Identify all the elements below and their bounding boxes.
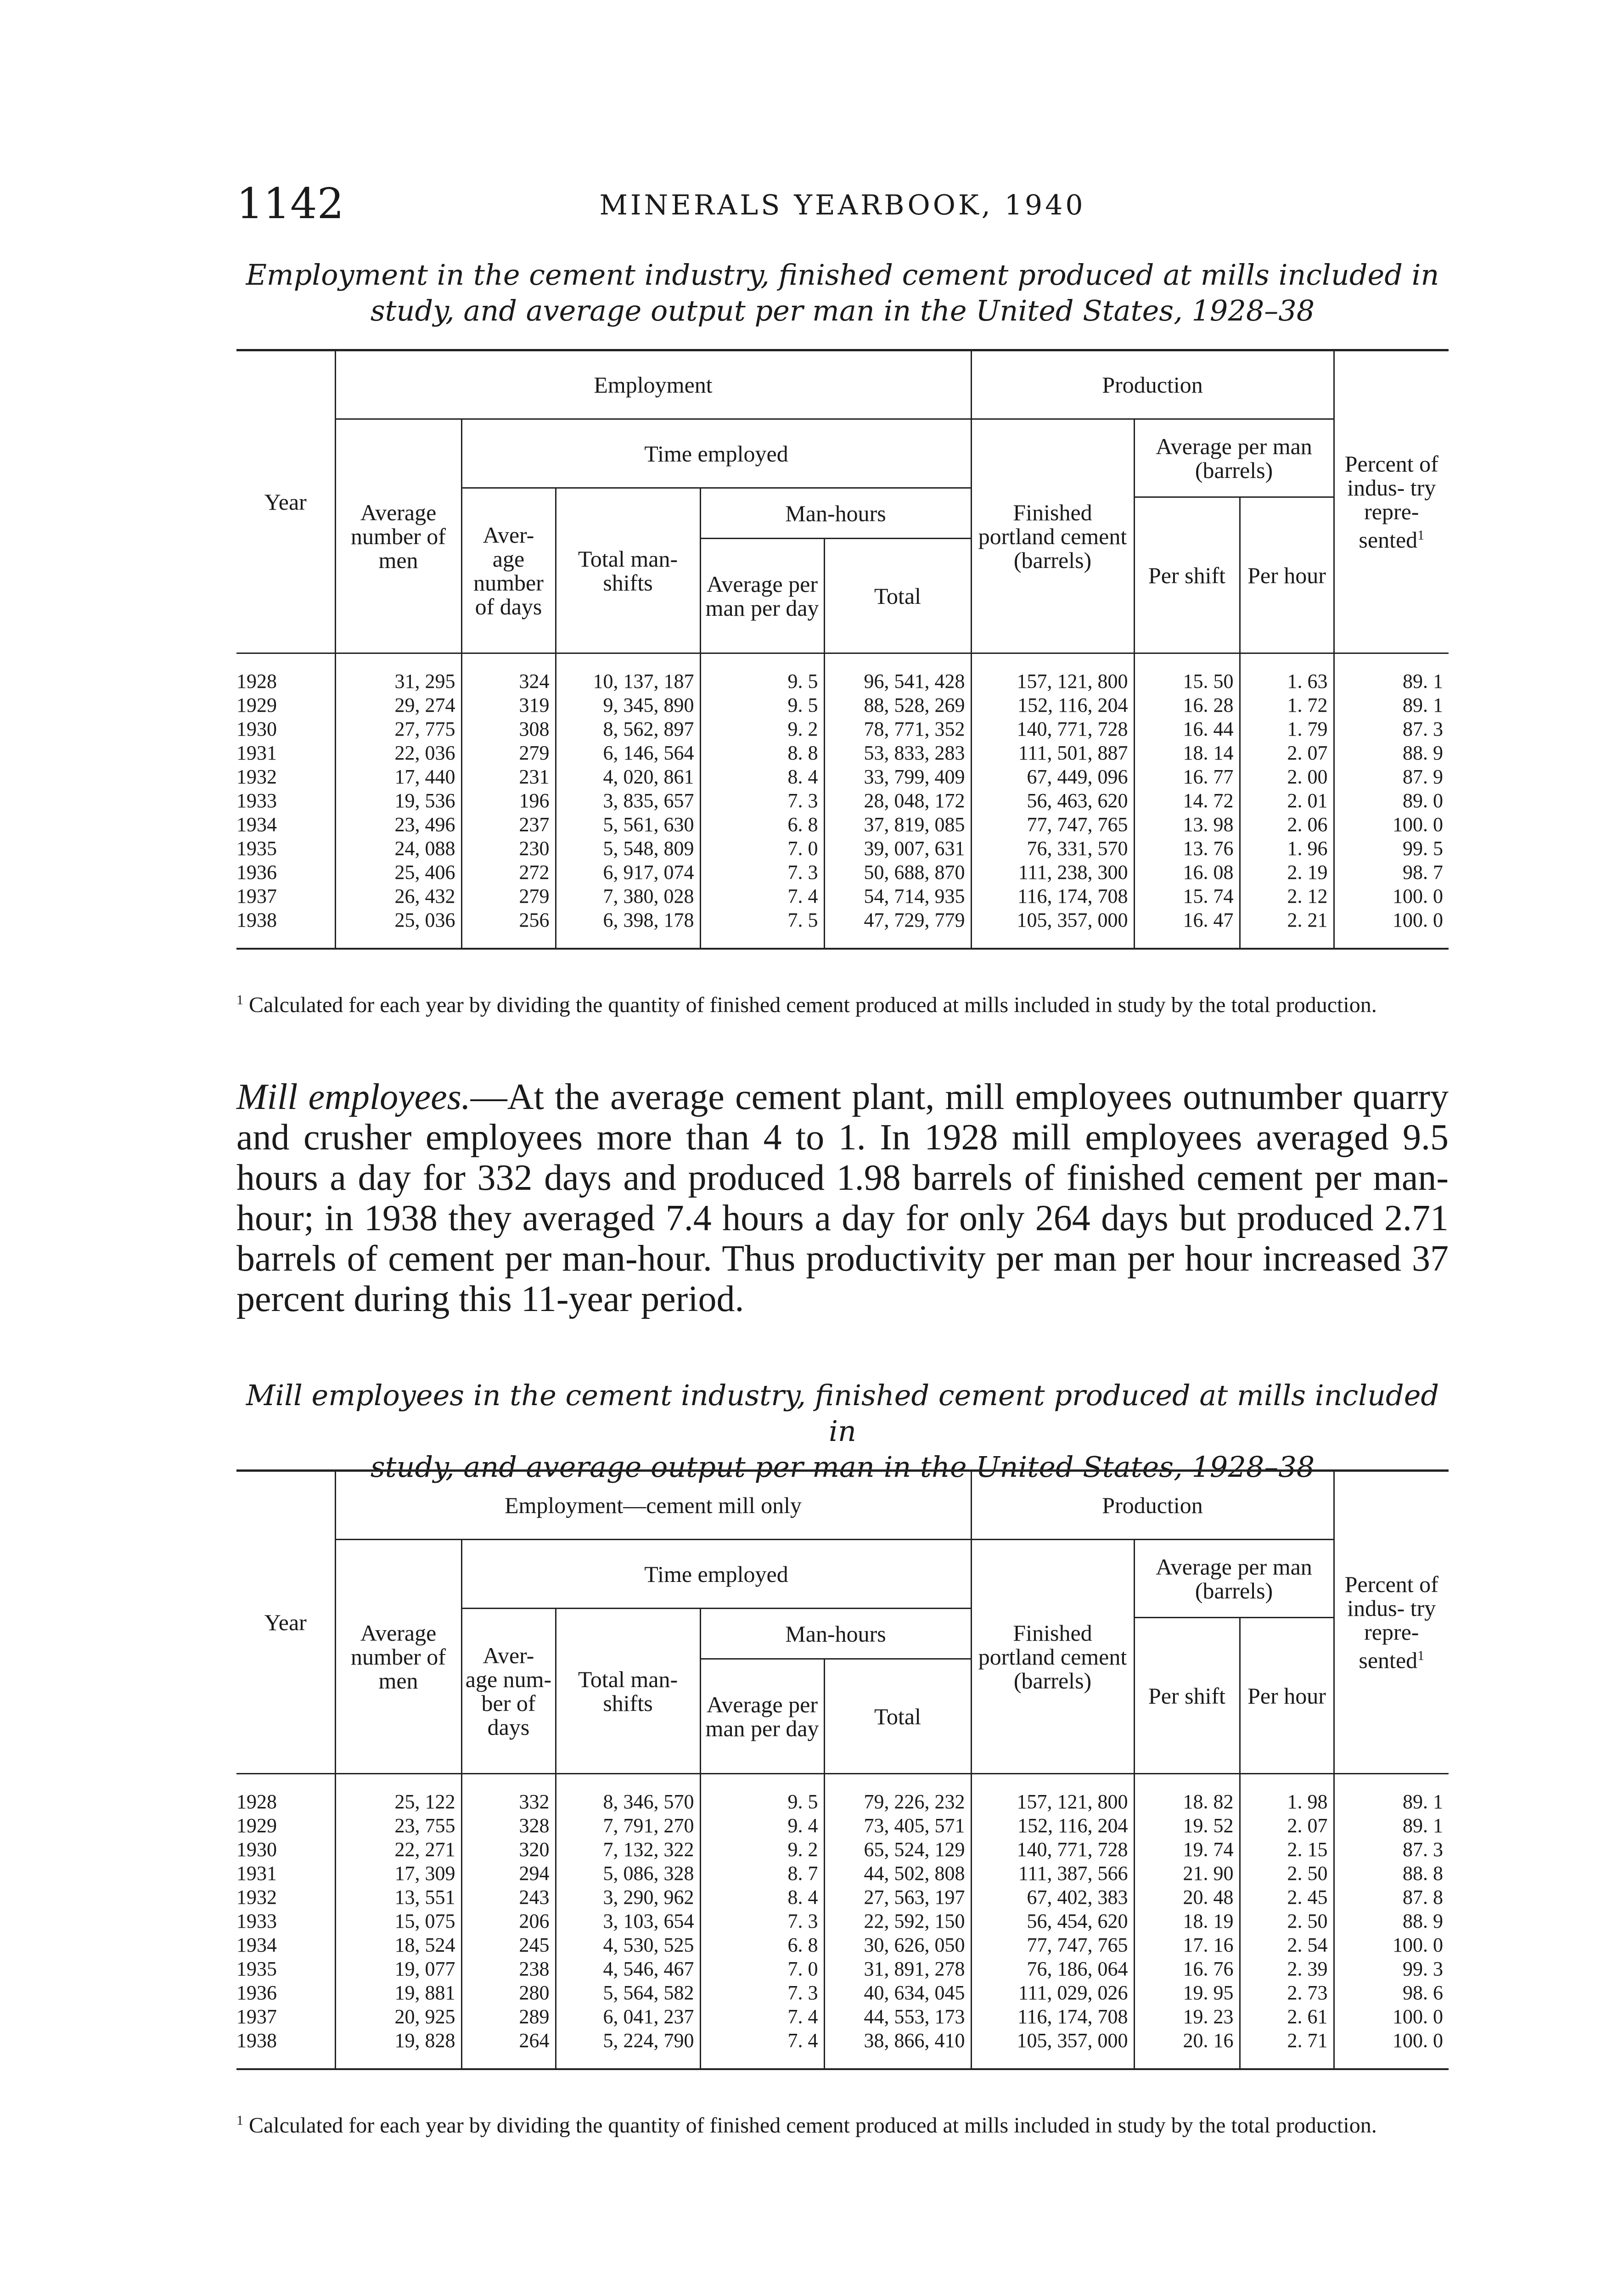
table-cell: 2. 12	[1240, 884, 1334, 908]
year-cell: 1929	[236, 693, 335, 717]
table-cell: 152, 116, 204	[971, 693, 1134, 717]
table-cell: 1. 63	[1240, 653, 1334, 694]
year-cell: 1932	[236, 1885, 335, 1909]
table-cell: 140, 771, 728	[971, 1838, 1134, 1862]
total-manhours-header: Total	[824, 1659, 971, 1774]
table-cell: 98. 7	[1334, 861, 1449, 884]
table-cell: 73, 405, 571	[824, 1814, 971, 1838]
table-cell: 9. 2	[700, 1838, 824, 1862]
table-cell: 7. 0	[700, 1957, 824, 1981]
table-cell: 3, 290, 962	[556, 1885, 700, 1909]
time-employed-header: Time employed	[461, 1540, 971, 1609]
percent-header: Percent of indus- try repre- sented$^1$	[1334, 350, 1449, 653]
table-cell: 15. 74	[1134, 884, 1240, 908]
percent-header: Percent of indus- try repre- sented$^1$	[1334, 1471, 1449, 1774]
running-title: MINERALS YEARBOOK, 1940	[599, 189, 1086, 221]
table-cell: 22, 592, 150	[824, 1909, 971, 1933]
table-cell: 8, 562, 897	[556, 717, 700, 741]
table-cell: 9. 2	[700, 717, 824, 741]
table-row	[236, 1885, 1449, 1909]
avg-days-header: Aver- age number of days	[461, 488, 556, 653]
table-cell: 3, 103, 654	[556, 1909, 700, 1933]
year-cell: 1936	[236, 861, 335, 884]
table-cell: 19. 74	[1134, 1838, 1240, 1862]
table-row	[236, 717, 1449, 741]
table-cell: 7. 4	[700, 2029, 824, 2069]
table-cell: 7. 4	[700, 2005, 824, 2029]
table-cell: 8. 4	[700, 1885, 824, 1909]
table-cell: 8. 8	[700, 741, 824, 765]
table-cell: 15, 075	[335, 1909, 461, 1933]
table-cell: 87. 9	[1334, 765, 1449, 789]
table-cell: 31, 295	[335, 653, 461, 694]
table-row	[236, 908, 1449, 949]
table-cell: 18. 14	[1134, 741, 1240, 765]
table-cell: 332	[461, 1774, 556, 1814]
table-cell: 111, 387, 566	[971, 1862, 1134, 1885]
table-row	[236, 1981, 1449, 2005]
per-hour-header: Per hour	[1240, 497, 1334, 653]
year-header: Year	[236, 350, 335, 653]
table-cell: 294	[461, 1862, 556, 1885]
table-cell: 16. 76	[1134, 1957, 1240, 1981]
table-cell: 89. 1	[1334, 1774, 1449, 1814]
avg-per-day-header: Average per man per day	[700, 1659, 824, 1774]
table-cell: 87. 8	[1334, 1885, 1449, 1909]
year-cell: 1930	[236, 717, 335, 741]
table-cell: 19, 828	[335, 2029, 461, 2069]
table-row	[236, 884, 1449, 908]
table-cell: 6. 8	[700, 1933, 824, 1957]
table-cell: 9. 5	[700, 653, 824, 694]
table-row	[236, 2029, 1449, 2069]
table-cell: 15. 50	[1134, 653, 1240, 694]
total-manhours-header: Total	[824, 539, 971, 653]
table-cell: 1. 98	[1240, 1774, 1334, 1814]
table-cell: 4, 530, 525	[556, 1933, 700, 1957]
table-row	[236, 1862, 1449, 1885]
year-cell: 1934	[236, 813, 335, 837]
year-cell: 1936	[236, 1981, 335, 2005]
table-cell: 116, 174, 708	[971, 2005, 1134, 2029]
table-cell: 264	[461, 2029, 556, 2069]
table-cell: 18. 82	[1134, 1774, 1240, 1814]
table-cell: 17, 309	[335, 1862, 461, 1885]
time-employed-header: Time employed	[461, 419, 971, 488]
year-cell: 1938	[236, 2029, 335, 2069]
table-cell: 30, 626, 050	[824, 1933, 971, 1957]
production-group-header: Production	[971, 350, 1334, 419]
table-cell: 28, 048, 172	[824, 789, 971, 813]
table-cell: 29, 274	[335, 693, 461, 717]
table-cell: 100. 0	[1334, 2005, 1449, 2029]
table-cell: 111, 238, 300	[971, 861, 1134, 884]
table-cell: 2. 07	[1240, 741, 1334, 765]
table-cell: 237	[461, 813, 556, 837]
table-cell: 88. 9	[1334, 1909, 1449, 1933]
table-cell: 10, 137, 187	[556, 653, 700, 694]
table-cell: 7. 3	[700, 861, 824, 884]
table-cell: 22, 271	[335, 1838, 461, 1862]
table-row	[236, 1957, 1449, 1981]
table-cell: 7. 5	[700, 908, 824, 949]
man-hours-header: Man-hours	[700, 1609, 971, 1659]
table-row	[236, 1774, 1449, 1814]
table-cell: 2. 06	[1240, 813, 1334, 837]
table-cell: 8. 7	[700, 1862, 824, 1885]
table-cell: 19. 23	[1134, 2005, 1240, 2029]
table-cell: 9, 345, 890	[556, 693, 700, 717]
table-cell: 6. 8	[700, 813, 824, 837]
year-cell: 1932	[236, 765, 335, 789]
table-cell: 7. 3	[700, 1909, 824, 1933]
table-cell: 152, 116, 204	[971, 1814, 1134, 1838]
table-row	[236, 789, 1449, 813]
table-cell: 67, 449, 096	[971, 765, 1134, 789]
year-header: Year	[236, 1471, 335, 1774]
table-cell: 67, 402, 383	[971, 1885, 1134, 1909]
table-cell: 2. 71	[1240, 2029, 1334, 2069]
table-cell: 2. 50	[1240, 1909, 1334, 1933]
table-cell: 2. 54	[1240, 1933, 1334, 1957]
table-cell: 308	[461, 717, 556, 741]
table-cell: 230	[461, 837, 556, 861]
table-cell: 9. 4	[700, 1814, 824, 1838]
table-cell: 9. 5	[700, 1774, 824, 1814]
table-cell: 20. 16	[1134, 2029, 1240, 2069]
table-cell: 2. 50	[1240, 1862, 1334, 1885]
table-cell: 44, 553, 173	[824, 2005, 971, 2029]
employment-table	[236, 349, 1449, 950]
table-cell: 25, 406	[335, 861, 461, 884]
table-cell: 24, 088	[335, 837, 461, 861]
year-cell: 1938	[236, 908, 335, 949]
table-row	[236, 1909, 1449, 1933]
table-cell: 280	[461, 1981, 556, 2005]
page-header	[236, 179, 1449, 230]
year-cell: 1933	[236, 789, 335, 813]
table1-body	[236, 653, 1449, 949]
table-row	[236, 765, 1449, 789]
employment-group-header: Employment—cement mill only	[335, 1471, 971, 1540]
table-cell: 98. 6	[1334, 1981, 1449, 2005]
year-cell: 1937	[236, 884, 335, 908]
table-cell: 25, 122	[335, 1774, 461, 1814]
table-cell: 16. 08	[1134, 861, 1240, 884]
table-cell: 65, 524, 129	[824, 1838, 971, 1862]
table-cell: 100. 0	[1334, 2029, 1449, 2069]
year-cell: 1928	[236, 1774, 335, 1814]
table-cell: 328	[461, 1814, 556, 1838]
table-cell: 77, 747, 765	[971, 1933, 1134, 1957]
table-cell: 89. 0	[1334, 789, 1449, 813]
table-cell: 39, 007, 631	[824, 837, 971, 861]
table-cell: 87. 3	[1334, 1838, 1449, 1862]
table-cell: 7, 132, 322	[556, 1838, 700, 1862]
finished-cement-header: Finished portland cement (barrels)	[971, 419, 1134, 653]
total-manshifts-header: Total man- shifts	[556, 1609, 700, 1774]
table-cell: 37, 819, 085	[824, 813, 971, 837]
table1-footnote: $^1$ Calculated for each year by dividing the quantity of finished cement produced at mills included in study by the total production.	[236, 992, 1377, 1017]
table-cell: 19, 536	[335, 789, 461, 813]
table-cell: 6, 041, 237	[556, 2005, 700, 2029]
year-cell: 1935	[236, 837, 335, 861]
table-cell: 50, 688, 870	[824, 861, 971, 884]
table-cell: 20. 48	[1134, 1885, 1240, 1909]
table-cell: 96, 541, 428	[824, 653, 971, 694]
table-cell: 6, 146, 564	[556, 741, 700, 765]
table-cell: 19, 077	[335, 1957, 461, 1981]
per-hour-header: Per hour	[1240, 1618, 1334, 1774]
year-cell: 1937	[236, 2005, 335, 2029]
table-cell: 7. 4	[700, 884, 824, 908]
table-cell: 279	[461, 741, 556, 765]
table-cell: 54, 714, 935	[824, 884, 971, 908]
table-cell: 231	[461, 765, 556, 789]
table-cell: 196	[461, 789, 556, 813]
table-cell: 88. 9	[1334, 741, 1449, 765]
table-cell: 2. 39	[1240, 1957, 1334, 1981]
table-cell: 47, 729, 779	[824, 908, 971, 949]
table-cell: 2. 73	[1240, 1981, 1334, 2005]
table-cell: 243	[461, 1885, 556, 1909]
table-cell: 33, 799, 409	[824, 765, 971, 789]
table-cell: 77, 747, 765	[971, 813, 1134, 837]
table-cell: 16. 28	[1134, 693, 1240, 717]
year-cell: 1930	[236, 1838, 335, 1862]
table-cell: 13. 98	[1134, 813, 1240, 837]
table-cell: 31, 891, 278	[824, 1957, 971, 1981]
table-row	[236, 837, 1449, 861]
table-cell: 4, 546, 467	[556, 1957, 700, 1981]
table-cell: 2. 01	[1240, 789, 1334, 813]
page-number: 1142	[236, 179, 344, 228]
table-cell: 111, 029, 026	[971, 1981, 1134, 2005]
man-hours-header: Man-hours	[700, 488, 971, 539]
table-cell: 17, 440	[335, 765, 461, 789]
total-manshifts-header: Total man- shifts	[556, 488, 700, 653]
table-cell: 105, 357, 000	[971, 908, 1134, 949]
table-cell: 105, 357, 000	[971, 2029, 1134, 2069]
avg-per-day-header: Average per man per day	[700, 539, 824, 653]
table-cell: 44, 502, 808	[824, 1862, 971, 1885]
table-cell: 27, 563, 197	[824, 1885, 971, 1909]
year-cell: 1931	[236, 741, 335, 765]
table-cell: 38, 866, 410	[824, 2029, 971, 2069]
table-cell: 319	[461, 693, 556, 717]
table-cell: 116, 174, 708	[971, 884, 1134, 908]
table-cell: 17. 16	[1134, 1933, 1240, 1957]
table-cell: 9. 5	[700, 693, 824, 717]
table-cell: 140, 771, 728	[971, 717, 1134, 741]
table-cell: 20, 925	[335, 2005, 461, 2029]
table-row	[236, 653, 1449, 694]
production-group-header: Production	[971, 1471, 1334, 1540]
table-row	[236, 1814, 1449, 1838]
table-cell: 79, 226, 232	[824, 1774, 971, 1814]
table-cell: 1. 79	[1240, 717, 1334, 741]
table-cell: 18, 524	[335, 1933, 461, 1957]
table-cell: 8, 346, 570	[556, 1774, 700, 1814]
table-cell: 23, 755	[335, 1814, 461, 1838]
avg-per-man-header: Average per man (barrels)	[1134, 419, 1334, 497]
avg-men-header: Average number of men	[335, 419, 461, 653]
table-cell: 6, 398, 178	[556, 908, 700, 949]
table-cell: 100. 0	[1334, 908, 1449, 949]
table-cell: 26, 432	[335, 884, 461, 908]
table-cell: 1. 96	[1240, 837, 1334, 861]
table-cell: 8. 4	[700, 765, 824, 789]
table-cell: 22, 036	[335, 741, 461, 765]
table-cell: 4, 020, 861	[556, 765, 700, 789]
table-cell: 89. 1	[1334, 1814, 1449, 1838]
table-cell: 78, 771, 352	[824, 717, 971, 741]
table-cell: 157, 121, 800	[971, 653, 1134, 694]
table-cell: 5, 224, 790	[556, 2029, 700, 2069]
table-cell: 289	[461, 2005, 556, 2029]
year-cell: 1929	[236, 1814, 335, 1838]
year-cell: 1934	[236, 1933, 335, 1957]
table-cell: 6, 917, 074	[556, 861, 700, 884]
table-cell: 2. 61	[1240, 2005, 1334, 2029]
table-cell: 7, 791, 270	[556, 1814, 700, 1838]
table-cell: 206	[461, 1909, 556, 1933]
table-cell: 2. 00	[1240, 765, 1334, 789]
table-row	[236, 693, 1449, 717]
per-shift-header: Per shift	[1134, 1618, 1240, 1774]
table-cell: 7, 380, 028	[556, 884, 700, 908]
table-cell: 3, 835, 657	[556, 789, 700, 813]
table-cell: 279	[461, 884, 556, 908]
table-cell: 18. 19	[1134, 1909, 1240, 1933]
table-cell: 27, 775	[335, 717, 461, 741]
table-cell: 16. 44	[1134, 717, 1240, 741]
year-cell: 1928	[236, 653, 335, 694]
table-cell: 76, 186, 064	[971, 1957, 1134, 1981]
table-cell: 2. 19	[1240, 861, 1334, 884]
table-cell: 19, 881	[335, 1981, 461, 2005]
table-cell: 2. 07	[1240, 1814, 1334, 1838]
table-cell: 272	[461, 861, 556, 884]
table-cell: 76, 331, 570	[971, 837, 1134, 861]
table-cell: 5, 564, 582	[556, 1981, 700, 2005]
table2-footnote: $^1$ Calculated for each year by dividing the quantity of finished cement produced at mills included in study by the total production.	[236, 2113, 1377, 2138]
year-cell: 1933	[236, 1909, 335, 1933]
table2-body	[236, 1774, 1449, 2070]
table-cell: 16. 77	[1134, 765, 1240, 789]
table1-caption: Employment in the cement industry, finished cement produced at mills included in study, and average output per man in the United States, 1928–38	[246, 258, 1439, 327]
table-row	[236, 813, 1449, 837]
avg-days-header: Aver- age num- ber of days	[461, 1609, 556, 1774]
employment-group-header: Employment	[335, 350, 971, 419]
table-cell: 87. 3	[1334, 717, 1449, 741]
year-cell: 1931	[236, 1862, 335, 1885]
table-row	[236, 861, 1449, 884]
table-cell: 89. 1	[1334, 653, 1449, 694]
table-cell: 19. 95	[1134, 1981, 1240, 2005]
table-cell: 2. 21	[1240, 908, 1334, 949]
table-cell: 7. 3	[700, 1981, 824, 2005]
table-cell: 100. 0	[1334, 1933, 1449, 1957]
table-cell: 16. 47	[1134, 908, 1240, 949]
table-cell: 99. 5	[1334, 837, 1449, 861]
table-cell: 2. 45	[1240, 1885, 1334, 1909]
table-row	[236, 1838, 1449, 1862]
table-cell: 5, 561, 630	[556, 813, 700, 837]
table-cell: 5, 548, 809	[556, 837, 700, 861]
mill-employees-table	[236, 1469, 1449, 2070]
table-cell: 53, 833, 283	[824, 741, 971, 765]
table-row	[236, 1933, 1449, 1957]
table-cell: 245	[461, 1933, 556, 1957]
finished-cement-header: Finished portland cement (barrels)	[971, 1540, 1134, 1774]
table-cell: 56, 454, 620	[971, 1909, 1134, 1933]
mill-employees-paragraph: Mill employees.—At the average cement plant, mill employees outnumber quarry and crusher employees more than 4 to 1. In 1928 mill employees averaged 9.5 hours a day for 332 days and produced 1.98 barrels of finished cement per man-hour; in 1938 they averaged 7.4 hours a day for only 264 days but produced 2.71 barrels of cement per man-hour. Thus productivity per man per hour increased 37 percent during this 11-year period.	[236, 1077, 1449, 1319]
table-row	[236, 741, 1449, 765]
table-cell: 111, 501, 887	[971, 741, 1134, 765]
table-cell: 56, 463, 620	[971, 789, 1134, 813]
year-cell: 1935	[236, 1957, 335, 1981]
table-cell: 13. 76	[1134, 837, 1240, 861]
avg-per-man-header: Average per man (barrels)	[1134, 1540, 1334, 1618]
table-cell: 100. 0	[1334, 884, 1449, 908]
table-cell: 99. 3	[1334, 1957, 1449, 1981]
table-row	[236, 2005, 1449, 2029]
table-cell: 324	[461, 653, 556, 694]
table-cell: 88, 528, 269	[824, 693, 971, 717]
table-cell: 23, 496	[335, 813, 461, 837]
table-cell: 89. 1	[1334, 693, 1449, 717]
table2-caption: Mill employees in the cement industry, finished cement produced at mills included in study, and average output per man in the United States, 1928–38	[246, 1379, 1439, 1484]
table-cell: 40, 634, 045	[824, 1981, 971, 2005]
table-cell: 238	[461, 1957, 556, 1981]
avg-men-header: Average number of men	[335, 1540, 461, 1774]
per-shift-header: Per shift	[1134, 497, 1240, 653]
table-cell: 256	[461, 908, 556, 949]
table-cell: 100. 0	[1334, 813, 1449, 837]
table-cell: 7. 0	[700, 837, 824, 861]
table-cell: 5, 086, 328	[556, 1862, 700, 1885]
table-cell: 13, 551	[335, 1885, 461, 1909]
table-cell: 88. 8	[1334, 1862, 1449, 1885]
table-cell: 2. 15	[1240, 1838, 1334, 1862]
table-cell: 1. 72	[1240, 693, 1334, 717]
table-cell: 320	[461, 1838, 556, 1862]
table-cell: 25, 036	[335, 908, 461, 949]
table-cell: 21. 90	[1134, 1862, 1240, 1885]
table-cell: 157, 121, 800	[971, 1774, 1134, 1814]
table-cell: 7. 3	[700, 789, 824, 813]
table-cell: 19. 52	[1134, 1814, 1240, 1838]
table-cell: 14. 72	[1134, 789, 1240, 813]
